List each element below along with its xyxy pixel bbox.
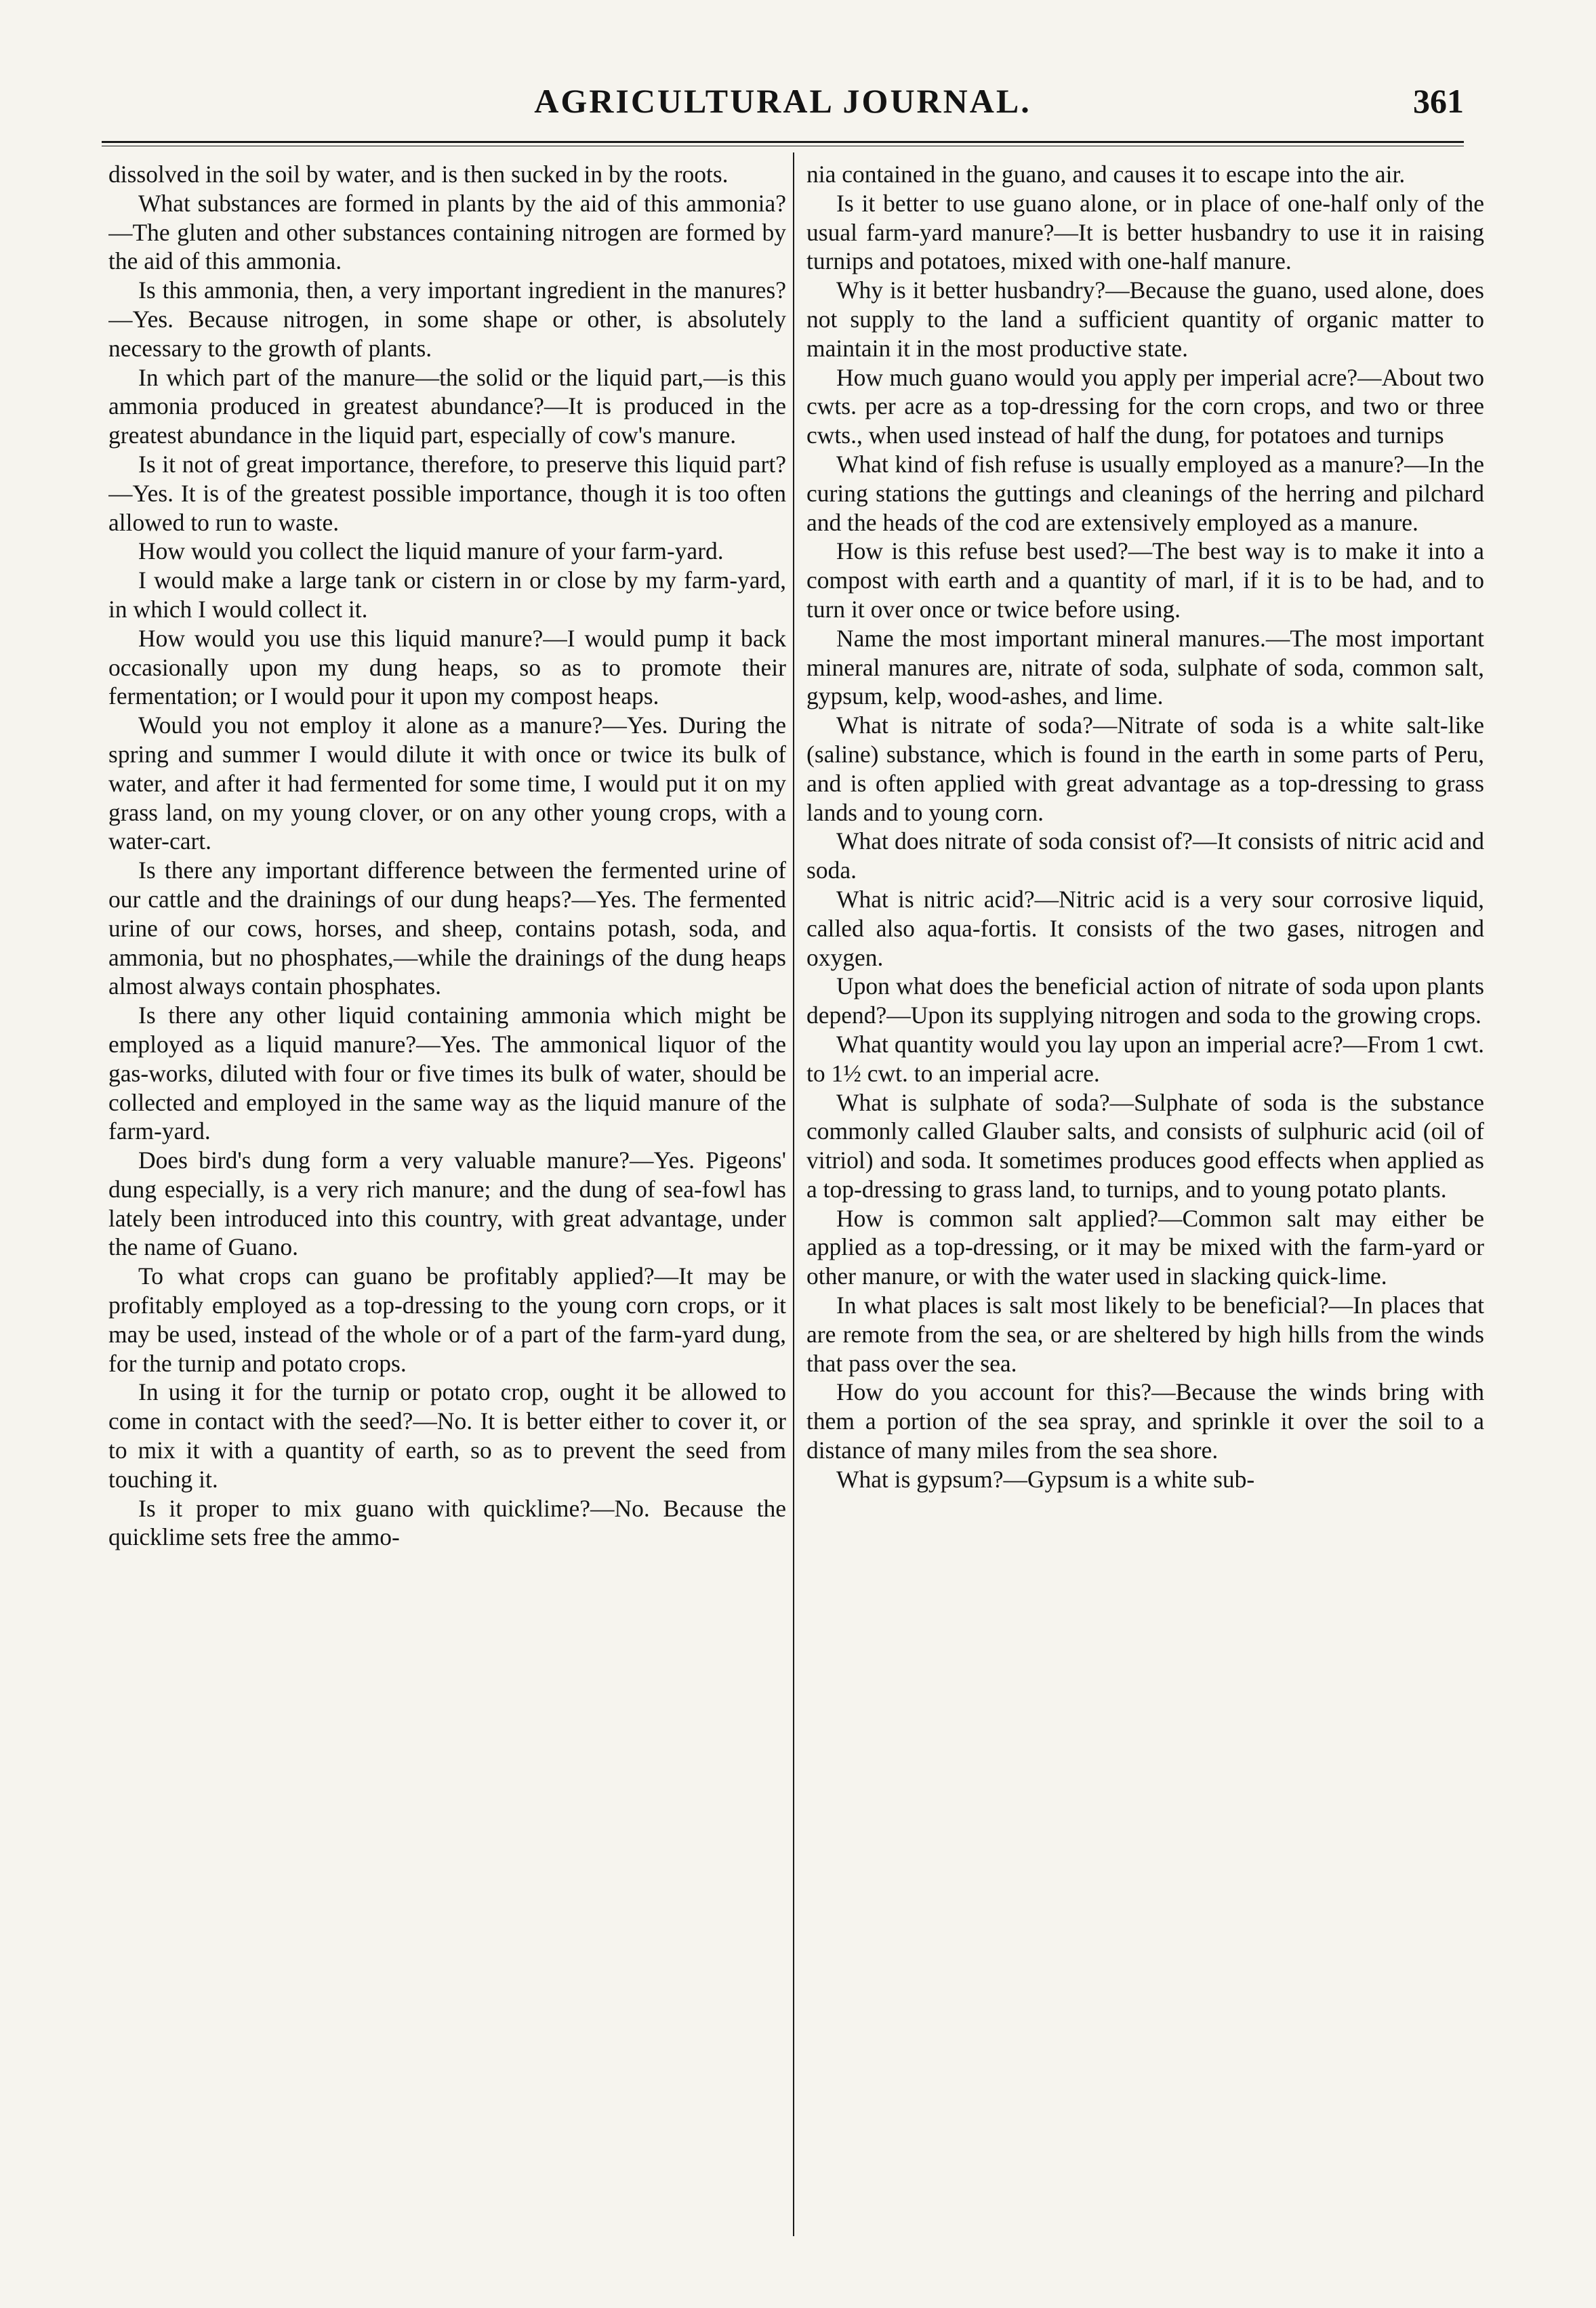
paragraph: In using it for the turnip or potato crop, ought it be allowed to come in contact with the seed?—No. It is better either to cover it, or to mix it with a quantity of earth, so as to prevent the seed from touching it. [108, 1378, 786, 1493]
paragraph: How do you account for this?—Because the winds bring with them a portion of the sea spray, and sprinkle it over the soil to a distance of many miles from the sea shore. [806, 1378, 1484, 1464]
paragraph: How is common salt applied?—Common salt may either be applied as a top-dressing, or it may be mixed with the farm-yard or other manure, or with the water used in slacking quick-lime. [806, 1204, 1484, 1290]
paragraph: What substances are formed in plants by the aid of this ammonia?—The gluten and other substances containing nitrogen are formed by the aid of this ammonia. [108, 189, 786, 275]
paragraph: Is it proper to mix guano with quicklime?—No. Because the quicklime sets free the ammo- [108, 1494, 786, 1551]
paragraph: What kind of fish refuse is usually employed as a manure?—In the curing stations the guttings and cleanings of the herring and pilchard and the heads of the cod are extensively employed as a manure. [806, 450, 1484, 536]
page-number: 361 [1413, 82, 1464, 120]
paragraph: How much guano would you apply per imperial acre?—About two cwts. per acre as a top-dressing for the corn crops, and two or three cwts., when used instead of half the dung, for potatoes and turnips [806, 363, 1484, 449]
paragraph: To what crops can guano be profitably applied?—It may be profitably employed as a top-dressing to the young corn crops, or it may be used, instead of the whole or of a part of the farm-yard dung, for the turnip and potato crops. [108, 1262, 786, 1377]
paragraph: Does bird's dung form a very valuable manure?—Yes. Pigeons' dung especially, is a very rich manure; and the dung of sea-fowl has lately been introduced into this country, with great advantage, under the name of Guano. [108, 1147, 786, 1261]
paragraph: How is this refuse best used?—The best way is to make it into a compost with earth and a quantity of marl, if it is to be had, and to turn it over once or twice before using. [806, 537, 1484, 623]
paragraph: How would you use this liquid manure?—I would pump it back occasionally upon my dung heaps, so as to promote their fermentation; or I would pour it upon my compost heaps. [108, 624, 786, 710]
paragraph: What is nitric acid?—Nitric acid is a very sour corrosive liquid, called also aqua-fortis. It consists of the two gases, nitrogen and oxygen. [806, 885, 1484, 971]
paragraph: In which part of the manure—the solid or the liquid part,—is this ammonia produced in greatest abundance?—It is produced in the greatest abundance in the liquid part, especially of cow's manure. [108, 363, 786, 449]
paragraph: How would you collect the liquid manure of your farm-yard. [138, 537, 724, 565]
paragraph: dissolved in the soil by water, and is then sucked in by the roots. [108, 161, 729, 188]
paragraph: Would you not employ it alone as a manure?—Yes. During the spring and summer I would dilute it with once or twice its bulk of water, and after it had fermented for some time, I would put it on my grass land, on my young clover, or on any other young crops, with a water-cart. [108, 712, 786, 855]
paragraph: What quantity would you lay upon an imperial acre?—From 1 cwt. to 1½ cwt. to an imperial acre. [806, 1030, 1484, 1087]
paragraph: Why is it better husbandry?—Because the guano, used alone, does not supply to the land a sufficient quantity of organic matter to maintain it in the most productive state. [806, 276, 1484, 362]
header-rule [102, 141, 1464, 143]
paragraph: What is nitrate of soda?—Nitrate of soda is a white salt-like (saline) substance, which is found in the earth in some parts of Peru, and is often applied with great advantage as a top-dressing to grass lands and to young corn. [806, 712, 1484, 826]
paragraph: nia contained in the guano, and causes it to escape into the air. [806, 161, 1406, 188]
running-title: AGRICULTURAL JOURNAL. [534, 82, 1031, 120]
paragraph: Name the most important mineral manures.—The most important mineral manures are, nitrate of soda, sulphate of soda, common salt, gypsum, kelp, wood-ashes, and lime. [806, 624, 1484, 710]
paragraph: Is it better to use guano alone, or in place of one-half only of the usual farm-yard manure?—It is better husbandry to use it in raising turnips and potatoes, mixed with one-half manure. [806, 189, 1484, 275]
right-column [806, 160, 1484, 2230]
paragraph: Is this ammonia, then, a very important ingredient in the manures?—Yes. Because nitrogen, in some shape or other, is absolutely necessary to the growth of plants. [108, 276, 786, 362]
paragraph: I would make a large tank or cistern in or close by my farm-yard, in which I would collect it. [108, 566, 786, 623]
column-divider [793, 152, 794, 2236]
paragraph: Upon what does the beneficial action of nitrate of soda upon plants depend?—Upon its supplying nitrogen and soda to the growing crops. [806, 972, 1484, 1029]
paragraph: What is gypsum?—Gypsum is a white sub- [836, 1465, 1255, 1493]
left-column [108, 160, 786, 2230]
paragraph: Is there any important difference between the fermented urine of our cattle and the drainings of our dung heaps?—Yes. The fermented urine of our cows, horses, and sheep, contains potash, soda, and ammonia, but no phosphates,—while the drainings of the dung heaps almost always contain phosphates. [108, 857, 786, 1000]
paragraph: Is it not of great importance, therefore, to preserve this liquid part?—Yes. It is of the greatest possible importance, though it is too often allowed to run to waste. [108, 450, 786, 536]
paragraph: In what places is salt most likely to be beneficial?—In places that are remote from the sea, or are sheltered by high hills from the winds that pass over the sea. [806, 1292, 1484, 1377]
paragraph: Is there any other liquid containing ammonia which might be employed as a liquid manure?—Yes. The ammonical liquor of the gas-works, diluted with four or five times its bulk of water, should be collected and employed in the same way as the liquid manure of the farm-yard. [108, 1002, 786, 1145]
page-header [102, 76, 1464, 137]
paragraph: What does nitrate of soda consist of?—It consists of nitric acid and soda. [806, 827, 1484, 884]
paragraph: What is sulphate of soda?—Sulphate of soda is the substance commonly called Glauber salts, and consists of sulphuric acid (oil of vitriol) and soda. It sometimes produces good effects when applied as a top-dressing to grass land, to turnips, and to young potato plants. [806, 1088, 1484, 1203]
